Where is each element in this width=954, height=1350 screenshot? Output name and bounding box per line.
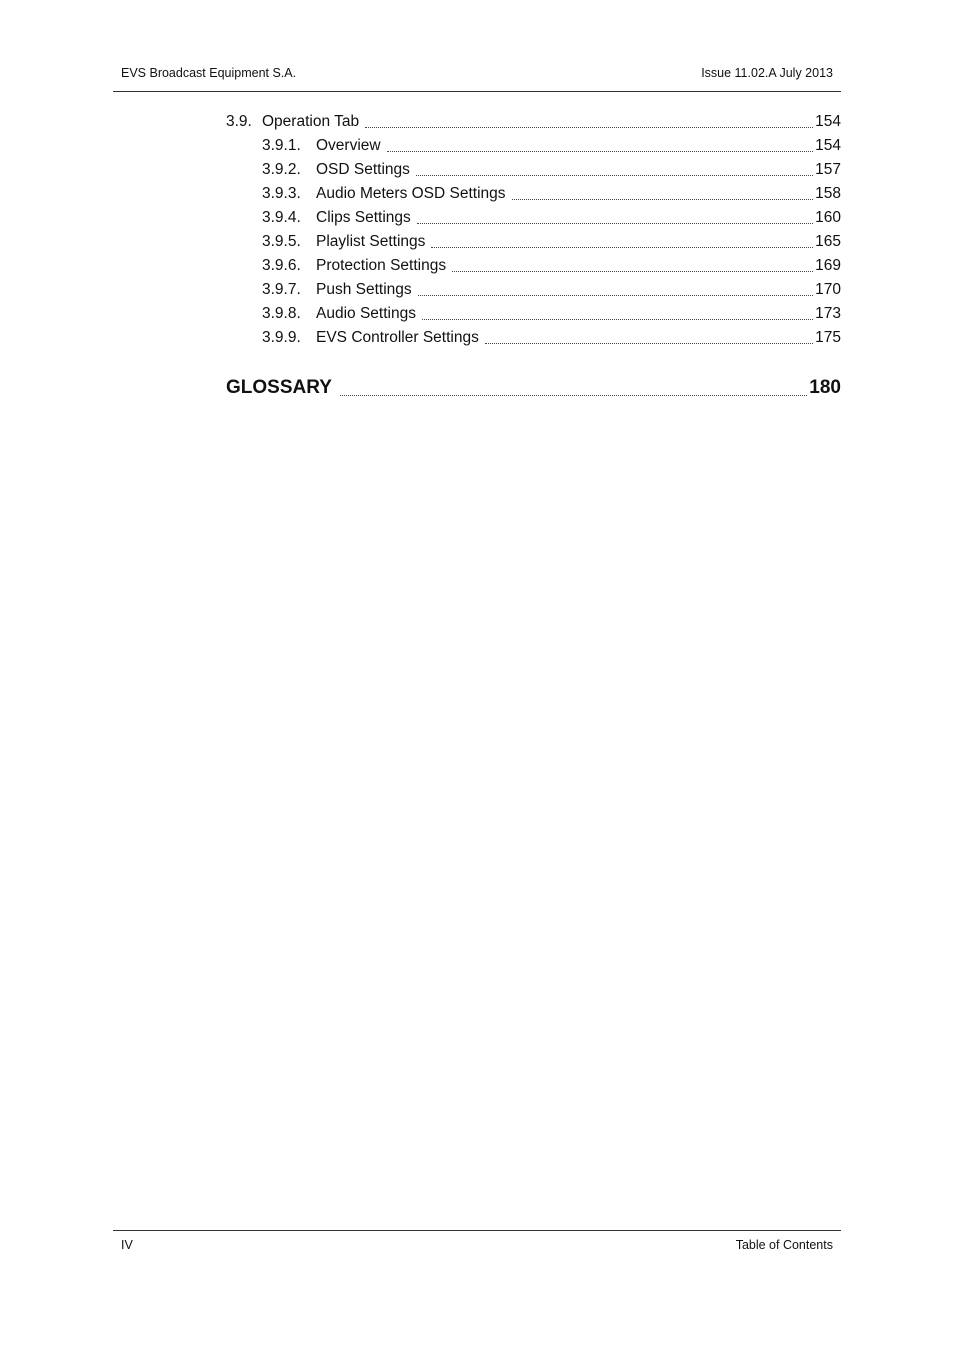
toc-entry-number: 3.9.6. [262, 257, 301, 274]
toc-entry-3-9-8[interactable] [226, 300, 841, 324]
toc-entry-number: 3.9.1. [262, 137, 301, 154]
toc-entry-glossary[interactable] [226, 374, 841, 400]
toc-entry-number: 3.9.8. [262, 305, 301, 322]
toc-chapter-title: GLOSSARY [226, 377, 332, 398]
toc-entry-page: 169 [815, 257, 841, 274]
toc-leader-dots [365, 126, 813, 128]
toc-entry-number: 3.9.4. [262, 209, 301, 226]
toc-leader-dots [422, 318, 813, 320]
toc-entry-title: EVS Controller Settings [316, 329, 479, 346]
table-of-contents [226, 108, 841, 400]
toc-entry-title: Audio Meters OSD Settings [316, 185, 506, 202]
toc-entry-3-9-9[interactable] [226, 324, 841, 348]
toc-entry-3-9-1[interactable] [226, 132, 841, 156]
toc-entry-number: 3.9. [226, 113, 252, 130]
toc-entry-page: 165 [815, 233, 841, 250]
footer-page-number: IV [121, 1238, 133, 1252]
toc-entry-3-9-7[interactable] [226, 276, 841, 300]
toc-entry-title: Operation Tab [262, 113, 360, 130]
toc-entry-number: 3.9.7. [262, 281, 301, 298]
toc-leader-dots [387, 150, 814, 152]
toc-entry-title: Playlist Settings [316, 233, 426, 250]
toc-leader-dots [452, 270, 813, 272]
toc-entry-page: 154 [815, 113, 841, 130]
footer-section-title: Table of Contents [735, 1238, 833, 1252]
toc-entry-page: 173 [815, 305, 841, 322]
toc-entry-page: 154 [815, 137, 841, 154]
toc-entry-title: Protection Settings [316, 257, 447, 274]
toc-entry-page: 175 [815, 329, 841, 346]
toc-entry-title: Audio Settings [316, 305, 416, 322]
toc-leader-dots [485, 342, 813, 344]
toc-entry-page: 170 [815, 281, 841, 298]
toc-entry-3-9-5[interactable] [226, 228, 841, 252]
toc-entry-3-9-4[interactable] [226, 204, 841, 228]
toc-entry-number: 3.9.5. [262, 233, 301, 250]
toc-entry-number: 3.9.3. [262, 185, 301, 202]
toc-leader-dots [416, 174, 813, 176]
toc-leader-dots [512, 198, 814, 200]
toc-leader-dots [417, 222, 813, 224]
toc-entry-title: Push Settings [316, 281, 412, 298]
toc-entry-title: Clips Settings [316, 209, 411, 226]
toc-entry-3-9-2[interactable] [226, 156, 841, 180]
toc-leader-dots [340, 394, 807, 396]
toc-entry-3-9-6[interactable] [226, 252, 841, 276]
toc-entry-page: 158 [815, 185, 841, 202]
header-issue: Issue 11.02.A July 2013 [701, 66, 833, 80]
toc-entry-title: Overview [316, 137, 381, 154]
toc-entry-title: OSD Settings [316, 161, 410, 178]
toc-leader-dots [418, 294, 813, 296]
toc-leader-dots [431, 246, 813, 248]
toc-entry-number: 3.9.9. [262, 329, 301, 346]
toc-entry-page: 160 [815, 209, 841, 226]
toc-chapter-page: 180 [809, 377, 841, 398]
toc-entry-number: 3.9.2. [262, 161, 301, 178]
page-footer [113, 1230, 841, 1252]
toc-entry-page: 157 [815, 161, 841, 178]
header-company: EVS Broadcast Equipment S.A. [121, 66, 297, 80]
page-header [113, 64, 841, 92]
toc-entry-3-9-3[interactable] [226, 180, 841, 204]
toc-entry-3-9[interactable] [226, 108, 841, 132]
